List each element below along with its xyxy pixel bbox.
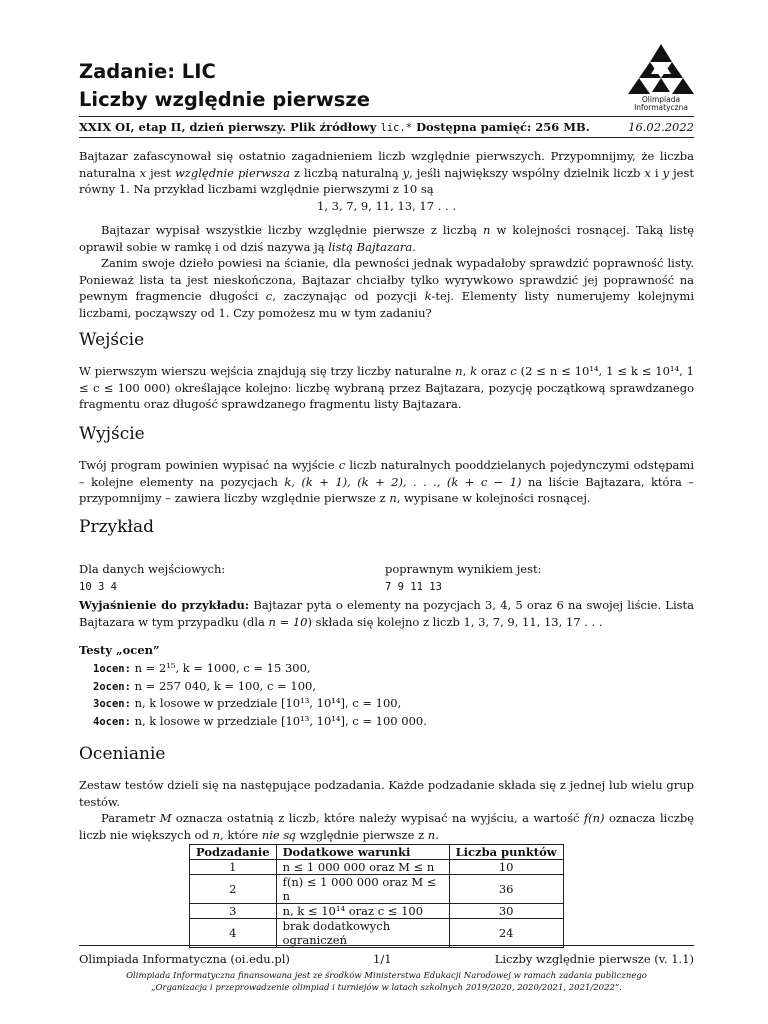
example-explanation: Wyjaśnienie do przykładu: Bajtazar pyta o elementy na pozycjach 3, 4, 5 oraz 6 na swojej liście. Lista Bajtazara w tym przypadku (dla n = 10) składa się kolejno z liczb 1, 3, 7, 9, 11, 13, 17 . . .	[79, 598, 695, 629]
funding-note-line-1: Olimpiada Informatyczna finansowana jest ze środków Ministerstwa Edukacji Narodowej w ramach zadania publicznego	[126, 971, 647, 981]
scoring-heading: Ocenianie	[79, 744, 166, 764]
scoring-description: Zestaw testów dzieli się na następujące podzadania. Każde podzadanie składa się z jednej lub wielu grup testów. Parametr M oznacza ostatnią z liczb, które należy wypisać na wyjściu, a wartość f(n) oznacza liczbę liczb nie większych od n, które nie są względnie pierwsze z n.	[79, 778, 694, 842]
example-output-label: poprawnym wynikiem jest:	[385, 562, 542, 576]
table-header: Podzadanie	[190, 845, 277, 860]
header-rule	[79, 116, 694, 117]
task-date: 16.02.2022	[628, 120, 694, 134]
tests-heading: Testy „ocen”	[79, 643, 160, 657]
input-description: W pierwszym wierszu wejścia znajdują się trzy liczby naturalne n, k oraz c (2 ≤ n ≤ 10¹⁴, 1 ≤ k ≤ 10¹⁴, 1 ≤ c ≤ 100 000) określające kolejno: liczbę wybraną przez Bajtazara, pozycję początkową sprawdzanego fragmentu oraz długość sprawdzanego fragmentu listy Bajtazara.	[79, 364, 694, 411]
logo-triangles-icon	[628, 44, 694, 96]
footer-right: Liczby względnie pierwsze (v. 1.1)	[494, 952, 694, 966]
input-heading: Wejście	[79, 330, 145, 350]
logo-text: Olimpiada Informatyczna	[634, 95, 688, 112]
table-header: Liczba punktów	[449, 845, 563, 860]
olimpiada-logo	[628, 44, 694, 110]
meta-rule	[79, 137, 694, 138]
title-block	[79, 58, 694, 114]
example-input-label: Dla danych wejściowych:	[79, 562, 226, 576]
output-description: Twój program powinien wypisać na wyjście c liczb naturalnych pooddzielanych pojedynczymi odstępami – kolejne elementy na pozycjach k, (k + 1), (k + 2), . . ., (k + c − 1) na liście Bajtazara, która – przypomnijmy – zawiera liczby względnie pierwsze z n, wypisane w kolejności rosnącej.	[79, 458, 694, 505]
sequence-display: 1, 3, 7, 9, 11, 13, 17 . . .	[317, 199, 456, 213]
example-labels	[79, 561, 694, 578]
table-row: 2 f(n) ≤ 1 000 000 oraz M ≤ n 36	[190, 875, 564, 904]
table-row: 4 brak dodatkowych ograniczeń 24	[190, 919, 564, 948]
scoring-table	[189, 844, 564, 948]
footer-rule	[79, 945, 694, 946]
table-row: 1 n ≤ 1 000 000 oraz M ≤ n 10	[190, 860, 564, 875]
source-file: lic.*	[380, 122, 413, 134]
footer-left: Olimpiada Informatyczna (oi.edu.pl)	[79, 952, 290, 966]
document-page	[79, 0, 694, 1024]
example-input-value: 10 3 4	[79, 581, 117, 593]
test-item: 2ocen: n = 257 040, k = 100, c = 100,	[93, 678, 316, 693]
task-meta: XXIX OI, etap II, dzień pierwszy. Plik źródłowy lic.* Dostępna pamięć: 256 MB. 16.02.2022	[79, 120, 694, 134]
task-title: Zadanie: LIC	[79, 60, 216, 83]
test-item: 4ocen: n, k losowe w przedziale [10¹³, 10¹⁴], c = 100 000.	[93, 713, 427, 728]
page-footer	[79, 951, 694, 968]
example-values	[79, 579, 694, 596]
table-header: Dodatkowe warunki	[276, 845, 449, 860]
page-number: 1/1	[373, 952, 392, 966]
example-output-value: 7 9 11 13	[385, 581, 442, 593]
test-item: 3ocen: n, k losowe w przedziale [10¹³, 10¹⁴], c = 100,	[93, 696, 402, 710]
intro-paragraph-1: Bajtazar zafascynował się ostatnio zagadnieniem liczb względnie pierwszych. Przypomnijmy, że liczba naturalna x jest względnie pierwsza z liczbą naturalną y, jeśli największy wspólny dzielnik liczb x i y jest równy 1. Na przykład liczbami względnie pierwszymi z 10 są	[79, 149, 694, 196]
example-heading: Przykład	[79, 517, 154, 537]
task-subtitle: Liczby względnie pierwsze	[79, 88, 370, 111]
funding-note-line-2: „Organizacja i przeprowadzenie olimpiad i turniejów w latach szkolnych 2019/2020, 2020/2021, 2021/2022”.	[151, 983, 622, 993]
test-item: 1ocen: n = 2¹⁵, k = 1000, c = 15 300,	[93, 661, 311, 675]
tests-list	[93, 660, 693, 730]
table-row: 3 n, k ≤ 10¹⁴ oraz c ≤ 100 30	[190, 904, 564, 919]
intro-paragraph-2: Bajtazar wypisał wszystkie liczby względnie pierwsze z liczbą n w kolejności rosnącej. Taką listę oprawił sobie w ramkę i od dziś nazywa ją listą Bajtazara. Zanim swoje dzieło powiesi na ścianie, dla pewności jednak wypadałoby sprawdzić poprawność listy. Ponieważ lista ta jest nieskończona, Bajtazar chciałby tylko wyrywkowo sprawdzić jej poprawność na pewnym fragmencie długości c, zaczynając od pozycji k-tej. Elementy listy numerujemy kolejnymi liczbami, począwszy od 1. Czy pomożesz mu w tym zadaniu?	[79, 223, 695, 320]
output-heading: Wyjście	[79, 424, 145, 444]
table-header-row	[190, 845, 564, 860]
